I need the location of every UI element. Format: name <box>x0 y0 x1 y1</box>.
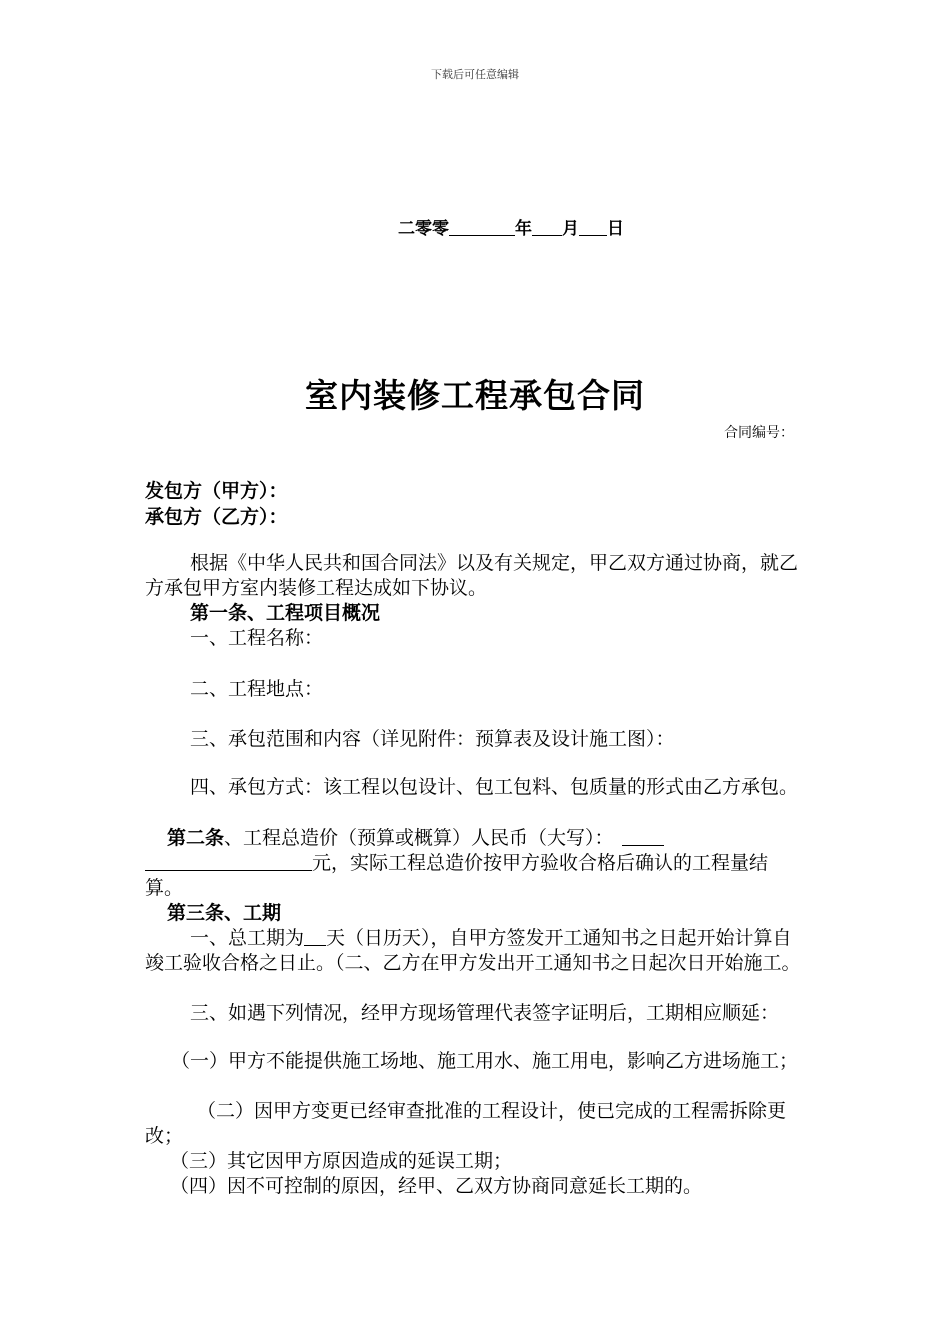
article3-c1: （一）甲方不能提供施工场地、施工用水、施工用电，影响乙方进场施工； <box>171 1050 799 1072</box>
contract-number-label: 合同编号： <box>724 425 794 441</box>
days-blank <box>304 929 326 946</box>
article1-item2: 二、工程地点： <box>190 678 324 700</box>
day-blank <box>579 219 607 236</box>
document-title: 室内装修工程承包合同 <box>305 376 645 415</box>
year-blank <box>449 219 515 236</box>
article3-p1-a: 一、总工期为 <box>190 927 305 949</box>
article2-heading: 第二条 <box>167 827 225 849</box>
party-a: 发包方（甲方）： <box>145 480 288 502</box>
price-blank-2 <box>145 854 312 871</box>
date-prefix: 二零零 <box>398 219 449 239</box>
article3-p1-b: 天（日历天），自甲方签发开工通知书之日起开始计算自竣工验收合格之日止。（二、乙方在甲方发出开工通知书之日起次日开始施工。 <box>145 927 801 974</box>
party-b: 承包方（乙方）： <box>145 506 288 528</box>
article3-heading: 第三条、工期 <box>167 902 282 924</box>
article2-text-b: 元，实际工程总造价按甲方验收合格后确认的工程量结算。 <box>145 852 769 899</box>
intro-paragraph: 根据《中华人民共和国合同法》以及有关规定，甲乙双方通过协商，就乙方承包甲方室内装修工程达成如下协议。 <box>145 552 799 599</box>
price-blank <box>622 829 664 846</box>
article1-item3: 三、承包范围和内容（详见附件：预算表及设计施工图）： <box>190 728 675 750</box>
date-month: 月 <box>562 219 579 239</box>
article1-item4: 四、承包方式：该工程以包设计、包工包料、包质量的形式由乙方承包。 <box>190 776 799 798</box>
article3-c2: （二）因甲方变更已经审查批准的工程设计，使已完成的工程需拆除更改； <box>145 1100 787 1147</box>
article2-line2 <box>145 851 805 901</box>
date-year: 年 <box>515 219 532 239</box>
article1-heading: 第一条、工程项目概况 <box>190 602 381 624</box>
article1-item1: 一、工程名称： <box>190 627 324 649</box>
date-line <box>398 214 624 239</box>
month-blank <box>532 219 562 236</box>
article3-c3: （三）其它因甲方原因造成的延误工期； <box>170 1150 513 1172</box>
article3-c4: （四）因不可控制的原因，经甲、乙双方协商同意延长工期的。 <box>170 1175 703 1197</box>
date-day: 日 <box>607 219 624 239</box>
article3-p1 <box>145 926 805 976</box>
header-note: 下载后可任意编辑 <box>431 68 519 81</box>
article2-line1 <box>167 826 664 851</box>
article2-text-a: 、工程总造价（预算或概算）人民币（大写）： <box>224 827 614 849</box>
article3-p3: 三、如遇下列情况，经甲方现场管理代表签字证明后，工期相应顺延： <box>190 1002 780 1024</box>
